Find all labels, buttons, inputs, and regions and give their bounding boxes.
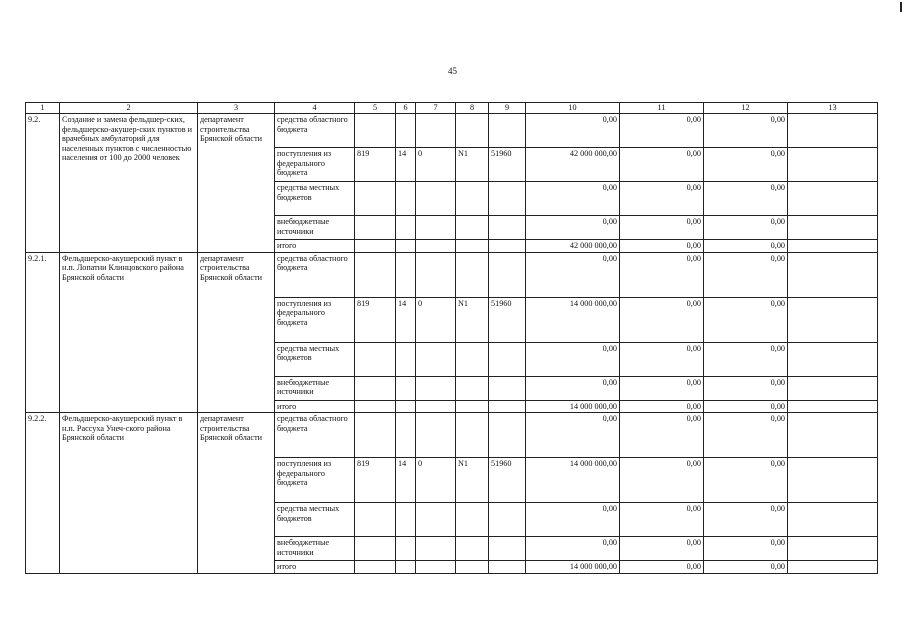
amount-year-3: 0,00 xyxy=(704,413,788,458)
amount-year-3: 0,00 xyxy=(704,297,788,342)
item-code: 9.2.2. xyxy=(26,413,60,574)
amount-year-1: 0,00 xyxy=(526,114,620,148)
kbk-section: 14 xyxy=(396,148,416,182)
amount-year-2: 0,00 xyxy=(620,148,704,182)
amount-year-3: 0,00 xyxy=(704,376,788,400)
amount-year-2: 0,00 xyxy=(620,182,704,216)
note xyxy=(788,413,878,458)
item-name: Фельдшерско-акушерский пункт в н.п. Лопатни Клинцовского района Брянской области xyxy=(60,252,198,413)
kbk-ministry: 819 xyxy=(355,458,396,503)
kbk-section xyxy=(396,413,416,458)
kbk-section xyxy=(396,252,416,297)
amount-year-1: 0,00 xyxy=(526,252,620,297)
kbk-ministry xyxy=(355,561,396,574)
kbk-code xyxy=(489,216,526,240)
kbk-section: 14 xyxy=(396,297,416,342)
header-cell: 3 xyxy=(198,103,275,114)
kbk-program xyxy=(416,252,456,297)
kbk-program: 0 xyxy=(416,148,456,182)
header-cell: 13 xyxy=(788,103,878,114)
funding-source: внебюджетные источники xyxy=(275,537,355,561)
header-cell: 9 xyxy=(489,103,526,114)
header-cell: 7 xyxy=(416,103,456,114)
funding-source: внебюджетные источники xyxy=(275,376,355,400)
amount-year-2: 0,00 xyxy=(620,252,704,297)
amount-year-2: 0,00 xyxy=(620,503,704,537)
amount-year-2: 0,00 xyxy=(620,458,704,503)
kbk-code xyxy=(489,376,526,400)
amount-year-2: 0,00 xyxy=(620,297,704,342)
kbk-target xyxy=(456,182,489,216)
scan-edge-mark xyxy=(900,2,902,12)
kbk-section xyxy=(396,376,416,400)
amount-year-2: 0,00 xyxy=(620,400,704,413)
funding-source: итого xyxy=(275,561,355,574)
kbk-target xyxy=(456,503,489,537)
note xyxy=(788,458,878,503)
item-name: Создание и замена фельдшер-ских, фельдшерско-акушер-ских пунктов и врачебных амбулаторий для населенных пунктов с численностью населения от 100 до 2000 человек xyxy=(60,114,198,253)
item-code: 9.2.1. xyxy=(26,252,60,413)
kbk-code xyxy=(489,252,526,297)
kbk-ministry xyxy=(355,342,396,376)
kbk-program xyxy=(416,503,456,537)
funding-source: средства местных бюджетов xyxy=(275,342,355,376)
kbk-ministry xyxy=(355,400,396,413)
kbk-target xyxy=(456,252,489,297)
funding-source: поступления из федерального бюджета xyxy=(275,297,355,342)
kbk-section xyxy=(396,182,416,216)
amount-year-2: 0,00 xyxy=(620,216,704,240)
amount-year-3: 0,00 xyxy=(704,342,788,376)
item-executor: департамент строительства Брянской области xyxy=(198,114,275,253)
kbk-ministry xyxy=(355,413,396,458)
amount-year-2: 0,00 xyxy=(620,240,704,253)
amount-year-1: 0,00 xyxy=(526,503,620,537)
header-cell: 11 xyxy=(620,103,704,114)
amount-year-1: 0,00 xyxy=(526,376,620,400)
amount-year-3: 0,00 xyxy=(704,114,788,148)
kbk-code: 51960 xyxy=(489,458,526,503)
kbk-target xyxy=(456,114,489,148)
kbk-ministry xyxy=(355,114,396,148)
item-code: 9.2. xyxy=(26,114,60,253)
table-row xyxy=(26,252,878,297)
amount-year-3: 0,00 xyxy=(704,561,788,574)
kbk-target xyxy=(456,413,489,458)
amount-year-3: 0,00 xyxy=(704,216,788,240)
kbk-code xyxy=(489,537,526,561)
amount-year-3: 0,00 xyxy=(704,503,788,537)
amount-year-1: 0,00 xyxy=(526,216,620,240)
amount-year-2: 0,00 xyxy=(620,114,704,148)
note xyxy=(788,561,878,574)
note xyxy=(788,342,878,376)
kbk-ministry xyxy=(355,537,396,561)
amount-year-3: 0,00 xyxy=(704,400,788,413)
kbk-code xyxy=(489,182,526,216)
header-row xyxy=(26,103,878,114)
kbk-target xyxy=(456,240,489,253)
note xyxy=(788,240,878,253)
funding-source: внебюджетные источники xyxy=(275,216,355,240)
amount-year-3: 0,00 xyxy=(704,182,788,216)
kbk-code xyxy=(489,413,526,458)
amount-year-3: 0,00 xyxy=(704,252,788,297)
amount-year-2: 0,00 xyxy=(620,561,704,574)
funding-source: итого xyxy=(275,240,355,253)
funding-source: итого xyxy=(275,400,355,413)
funding-source: поступления из федерального бюджета xyxy=(275,148,355,182)
kbk-target xyxy=(456,561,489,574)
kbk-ministry xyxy=(355,503,396,537)
kbk-section xyxy=(396,537,416,561)
amount-year-1: 42 000 000,00 xyxy=(526,148,620,182)
kbk-program xyxy=(416,342,456,376)
kbk-program xyxy=(416,216,456,240)
kbk-code: 51960 xyxy=(489,148,526,182)
kbk-code xyxy=(489,114,526,148)
funding-source: средства областного бюджета xyxy=(275,114,355,148)
amount-year-1: 14 000 000,00 xyxy=(526,400,620,413)
kbk-section xyxy=(396,503,416,537)
table-row xyxy=(26,114,878,148)
item-name: Фельдшерско-акушерский пункт в н.п. Рассуха Унеч-ского района Брянской области xyxy=(60,413,198,574)
kbk-target: N1 xyxy=(456,297,489,342)
budget-table xyxy=(25,102,878,574)
kbk-code xyxy=(489,400,526,413)
kbk-code xyxy=(489,503,526,537)
kbk-ministry xyxy=(355,252,396,297)
note xyxy=(788,503,878,537)
kbk-program xyxy=(416,561,456,574)
amount-year-2: 0,00 xyxy=(620,537,704,561)
kbk-ministry xyxy=(355,240,396,253)
kbk-section xyxy=(396,216,416,240)
funding-source: поступления из федерального бюджета xyxy=(275,458,355,503)
header-cell: 1 xyxy=(26,103,60,114)
page-number: 45 xyxy=(448,66,457,76)
kbk-code xyxy=(489,240,526,253)
amount-year-2: 0,00 xyxy=(620,342,704,376)
kbk-section xyxy=(396,561,416,574)
amount-year-1: 0,00 xyxy=(526,342,620,376)
kbk-target: N1 xyxy=(456,148,489,182)
kbk-target: N1 xyxy=(456,458,489,503)
kbk-program xyxy=(416,413,456,458)
note xyxy=(788,537,878,561)
header-cell: 5 xyxy=(355,103,396,114)
kbk-section xyxy=(396,342,416,376)
funding-source: средства областного бюджета xyxy=(275,252,355,297)
funding-source: средства местных бюджетов xyxy=(275,182,355,216)
amount-year-1: 14 000 000,00 xyxy=(526,561,620,574)
note xyxy=(788,400,878,413)
header-cell: 2 xyxy=(60,103,198,114)
amount-year-1: 42 000 000,00 xyxy=(526,240,620,253)
kbk-program xyxy=(416,537,456,561)
table-row xyxy=(26,413,878,458)
kbk-ministry xyxy=(355,182,396,216)
header-cell: 4 xyxy=(275,103,355,114)
amount-year-3: 0,00 xyxy=(704,240,788,253)
note xyxy=(788,182,878,216)
amount-year-1: 0,00 xyxy=(526,413,620,458)
kbk-target xyxy=(456,400,489,413)
header-cell: 10 xyxy=(526,103,620,114)
amount-year-2: 0,00 xyxy=(620,413,704,458)
kbk-ministry xyxy=(355,216,396,240)
kbk-ministry xyxy=(355,376,396,400)
kbk-program: 0 xyxy=(416,458,456,503)
amount-year-3: 0,00 xyxy=(704,148,788,182)
kbk-program: 0 xyxy=(416,297,456,342)
kbk-ministry: 819 xyxy=(355,297,396,342)
amount-year-3: 0,00 xyxy=(704,458,788,503)
kbk-section xyxy=(396,240,416,253)
kbk-code xyxy=(489,561,526,574)
note xyxy=(788,297,878,342)
kbk-section xyxy=(396,114,416,148)
amount-year-1: 14 000 000,00 xyxy=(526,458,620,503)
note xyxy=(788,376,878,400)
note xyxy=(788,216,878,240)
amount-year-2: 0,00 xyxy=(620,376,704,400)
note xyxy=(788,114,878,148)
kbk-program xyxy=(416,240,456,253)
kbk-target xyxy=(456,537,489,561)
header-cell: 12 xyxy=(704,103,788,114)
item-executor: департамент строительства Брянской области xyxy=(198,252,275,413)
funding-source: средства областного бюджета xyxy=(275,413,355,458)
item-executor: департамент строительства Брянской области xyxy=(198,413,275,574)
kbk-section xyxy=(396,400,416,413)
amount-year-1: 14 000 000,00 xyxy=(526,297,620,342)
amount-year-1: 0,00 xyxy=(526,182,620,216)
kbk-target xyxy=(456,376,489,400)
header-cell: 8 xyxy=(456,103,489,114)
kbk-code xyxy=(489,342,526,376)
kbk-ministry: 819 xyxy=(355,148,396,182)
kbk-target xyxy=(456,216,489,240)
kbk-section: 14 xyxy=(396,458,416,503)
header-cell: 6 xyxy=(396,103,416,114)
amount-year-3: 0,00 xyxy=(704,537,788,561)
kbk-program xyxy=(416,182,456,216)
note xyxy=(788,252,878,297)
kbk-program xyxy=(416,376,456,400)
kbk-program xyxy=(416,400,456,413)
kbk-program xyxy=(416,114,456,148)
kbk-target xyxy=(456,342,489,376)
kbk-code: 51960 xyxy=(489,297,526,342)
note xyxy=(788,148,878,182)
amount-year-1: 0,00 xyxy=(526,537,620,561)
funding-source: средства местных бюджетов xyxy=(275,503,355,537)
